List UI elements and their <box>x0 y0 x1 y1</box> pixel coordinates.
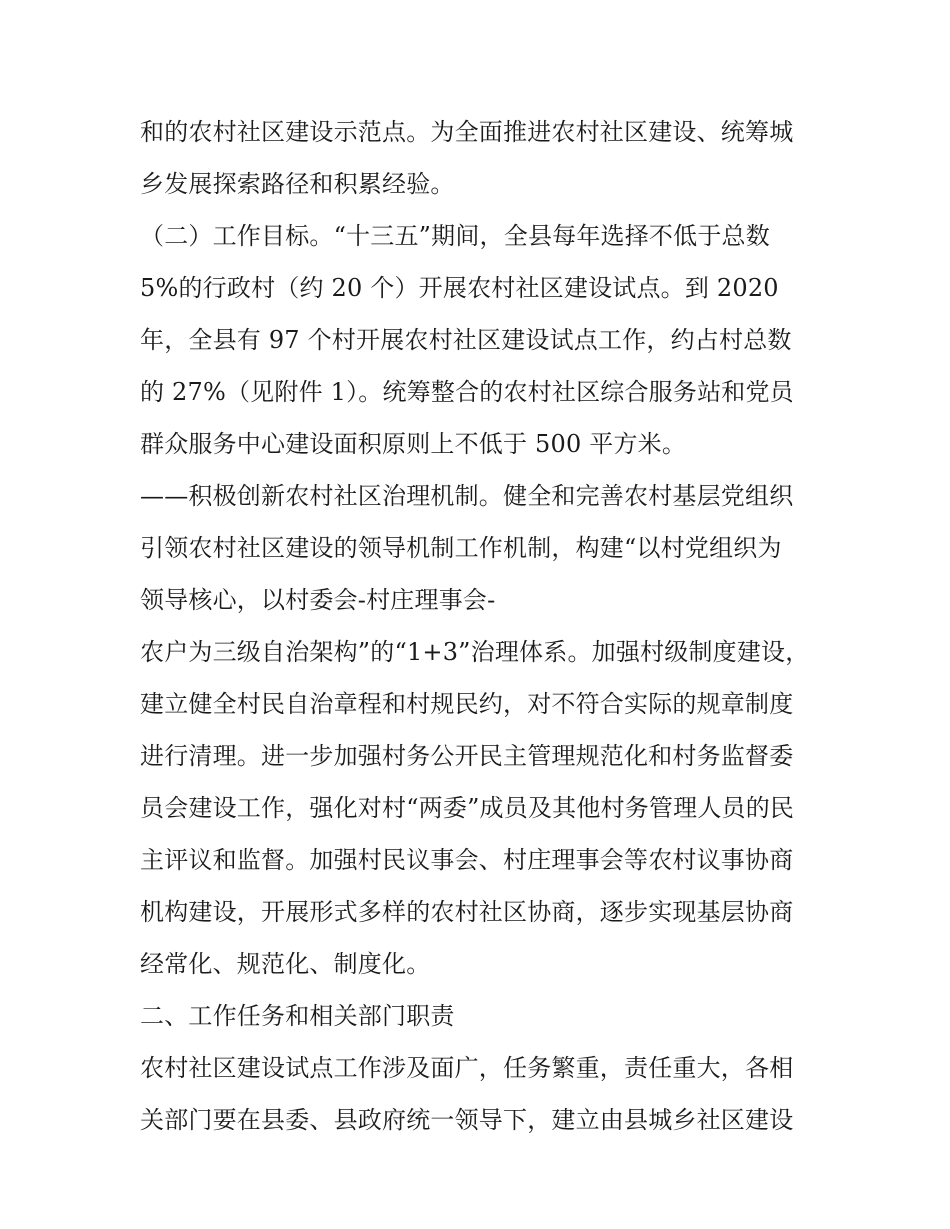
text-line: ——积极创新农村社区治理机制。健全和完善农村基层党组织 <box>140 482 794 510</box>
text-line: （二）工作目标。“十三五”期间，全县每年选择不低于总数 <box>140 222 770 250</box>
text-line: 农村社区建设试点工作涉及面广，任务繁重，责任重大，各相 <box>140 1054 794 1082</box>
text-line: 进行清理。进一步加强村务公开民主管理规范化和村务监督委 <box>140 742 794 770</box>
text-line: 领导核心，以村委会-村庄理事会- <box>140 586 496 614</box>
text-line: 建立健全村民自治章程和村规民约，对不符合实际的规章制度 <box>140 690 794 718</box>
section-heading: 二、工作任务和相关部门职责 <box>140 1002 455 1030</box>
text-line: 员会建设工作，强化对村“两委”成员及其他村务管理人员的民 <box>140 794 795 822</box>
text-line: 引领农村社区建设的领导机制工作机制，构建“以村党组织为 <box>140 534 782 562</box>
text-line: 农户为三级自治架构”的“1+3”治理体系。加强村级制度建设， <box>140 638 810 666</box>
text-line: 群众服务中心建设面积原则上不低于 500 平方米。 <box>140 430 687 458</box>
text-line: 乡发展探索路径和积累经验。 <box>140 170 455 198</box>
text-line: 年，全县有 97 个村开展农村社区建设试点工作，约占村总数 <box>140 326 792 354</box>
text-line: 主评议和监督。加强村民议事会、村庄理事会等农村议事协商 <box>140 846 794 874</box>
text-line: 关部门要在县委、县政府统一领导下，建立由县城乡社区建设 <box>140 1106 794 1134</box>
text-line: 经常化、规范化、制度化。 <box>140 950 431 978</box>
document-body <box>140 106 820 1146</box>
text-line: 和的农村社区建设示范点。为全面推进农村社区建设、统筹城 <box>140 118 794 146</box>
text-line: 5%的行政村（约 20 个）开展农村社区建设试点。到 2020 <box>140 274 779 302</box>
text-line: 机构建设，开展形式多样的农村社区协商，逐步实现基层协商 <box>140 898 794 926</box>
text-line: 的 27%（见附件 1）。统筹整合的农村社区综合服务站和党员 <box>140 378 794 406</box>
